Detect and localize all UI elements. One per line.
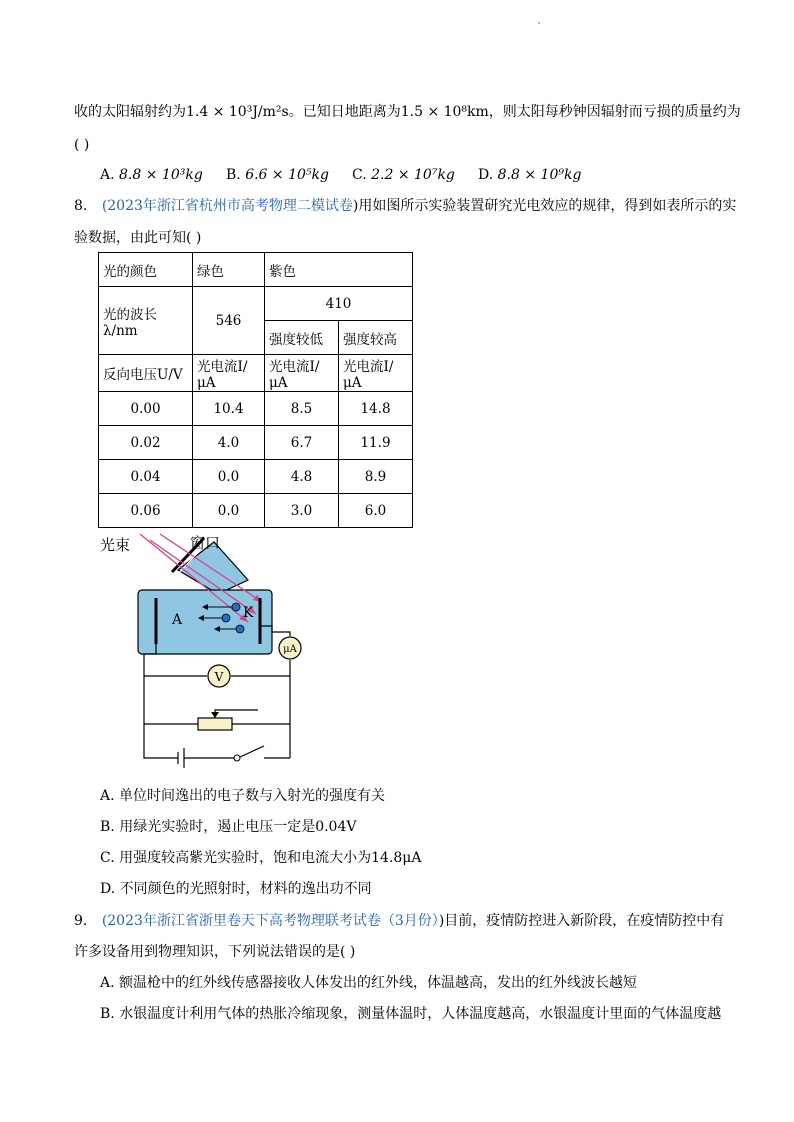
- q9-option-b[interactable]: B. 水银温度计利用气体的热胀冷缩现象，测量体温时，人体温度越高，水银温度计里面的气体温度越: [100, 1006, 722, 1022]
- anode-label: A: [172, 612, 183, 628]
- table-row: 0.00 10.4 8.5 14.8: [99, 392, 413, 426]
- beam-label: 光束: [100, 536, 131, 554]
- header-voltage: 反向电压U/V: [99, 355, 193, 392]
- q7-answer-bracket: ( ): [74, 137, 90, 153]
- q8-stem-line2: 验数据，由此可知( ): [74, 230, 202, 246]
- q8-option-a[interactable]: A. 单位时间逸出的电子数与入射光的强度有关: [100, 788, 386, 804]
- purple-wavelength: 410: [265, 287, 413, 321]
- q8-source-link[interactable]: (2023年浙江省杭州市高考物理二模试卷: [101, 198, 353, 214]
- table-row: 0.02 4.0 6.7 11.9: [99, 426, 413, 460]
- purple-high-intensity: 强度较高: [339, 321, 413, 355]
- microammeter-label: μA: [283, 644, 297, 655]
- header-current-low: 光电流I/μA: [265, 355, 339, 392]
- photoelectric-data-table: [98, 252, 413, 528]
- header-purple: 紫色: [265, 253, 413, 287]
- voltmeter-label: V: [214, 670, 224, 684]
- q7-option-b[interactable]: B. 6.6 × 10⁵kg: [226, 167, 329, 183]
- header-wavelength: 光的波长λ/nm: [99, 287, 193, 355]
- table-row: 0.04 0.0 4.8 8.9: [99, 460, 413, 494]
- q9-number: 9.: [74, 913, 88, 929]
- rheostat: [198, 718, 232, 730]
- header-current-high: 光电流I/μA: [339, 355, 413, 392]
- switch: [234, 755, 240, 761]
- header-color: 光的颜色: [99, 253, 193, 287]
- vacuum-tube: [138, 590, 272, 654]
- q9-stem-line2: 许多设备用到物理知识，下列说法错误的是( ): [74, 944, 356, 960]
- electron: [236, 625, 244, 633]
- q7-stem-line: 收的太阳辐射约为1.4 × 10³J/m²s。已知日地距离为1.5 × 10⁸km，则太阳每秒钟因辐射而亏损的质量约为: [74, 104, 741, 120]
- purple-low-intensity: 强度较低: [265, 321, 339, 355]
- q8-number: 8.: [74, 198, 88, 214]
- q7-option-d[interactable]: D. 8.8 × 10⁹kg: [478, 167, 582, 183]
- wire: [144, 644, 178, 758]
- q9-option-a[interactable]: A. 额温枪中的红外线传感器接收人体发出的红外线，体温越高，发出的红外线波长越短: [100, 975, 638, 991]
- q8-stem-line1: 8. (2023年浙江省杭州市高考物理二模试卷)用如图所示实验装置研究光电效应的规律，得到如表所示的实: [74, 198, 737, 214]
- window-label: 窗口: [190, 534, 221, 552]
- q7-option-c[interactable]: C. 2.2 × 10⁷kg: [352, 167, 455, 183]
- q7-option-a[interactable]: A. 8.8 × 10³kg: [100, 167, 203, 183]
- header-green: 绿色: [193, 253, 265, 287]
- electron: [232, 603, 240, 611]
- rheostat-slider: [211, 712, 219, 718]
- q8-option-d[interactable]: D. 不同颜色的光照射时，材料的逸出功不同: [100, 881, 372, 897]
- electron: [222, 614, 230, 622]
- scan-mark: [538, 22, 540, 24]
- q9-stem-line1: 9. (2023年浙江省浙里卷天下高考物理联考试卷（3月份）)目前，疫情防控进入新阶段，在疫情防控中有: [74, 913, 725, 929]
- table-row: 0.06 0.0 3.0 6.0: [99, 494, 413, 528]
- green-wavelength: 546: [193, 287, 265, 355]
- photoelectric-apparatus-diagram: [98, 532, 318, 770]
- cathode-label: K: [243, 605, 254, 621]
- q9-source-link[interactable]: (2023年浙江省浙里卷天下高考物理联考试卷（3月份）: [101, 913, 439, 929]
- q8-option-b[interactable]: B. 用绿光实验时，遏止电压一定是0.04V: [100, 819, 357, 835]
- q8-option-c[interactable]: C. 用强度较高紫光实验时，饱和电流大小为14.8μA: [100, 850, 422, 866]
- header-current-green: 光电流I/μA: [193, 355, 265, 392]
